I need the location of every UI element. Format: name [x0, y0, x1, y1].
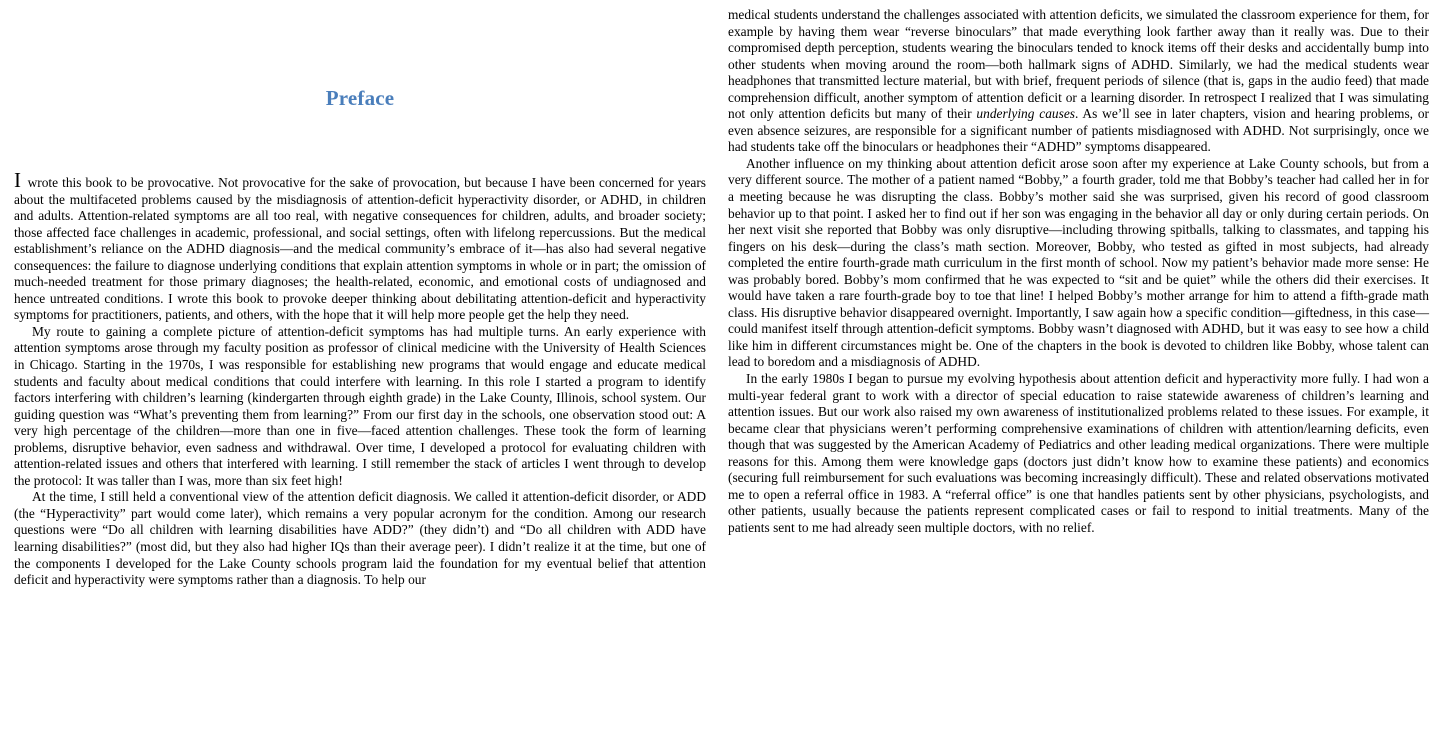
paragraph-5-text: Another influence on my thinking about attention deficit arose soon after my experience at Lake County schools, but from a very different source. The mother of a patient named “Bobby,” a fourth grader, told me that Bobby’s teacher had called her in for a meeting because he was disrupting the class. Bobby’s mother said she was surprised, given his record of good classroom behavior up to that point. I asked her to find out if her son was engaging in the behavior all day or only during certain periods. On her next visit she reported that Bobby was only disruptive—including throwing spitballs, talking to classmates, and tapping his fingers on his desk—during the class’s math section. Moreover, Bobby, who tested as gifted in most subjects, had already completed the entire fourth-grade math curriculum in the first month of school. Now my patient’s behavior made more sense: He was probably bored. Bobby’s mom confirmed that he was expected to “sit and be quiet” while the others did their exercises. It would have taken a rare fourth-grade boy to toe that line! I helped Bobby’s mother arrange for him to attend a fifth-grade math class. His disruptive behavior disappeared overnight. Importantly, I saw again how a specific condition—giftedness, in this case—could manifest itself through attention-deficit symptoms. Bobby wasn’t diagnosed with ADHD, but it was easy to see how a child like him in different circumstances might be. One of the chapters in the book is devoted to children like Bobby, whose talent can lead to boredom and a misdiagnosis of ADHD.	[728, 155, 1429, 370]
paragraph-5	[728, 156, 1429, 371]
paragraph-6-text: In the early 1980s I began to pursue my evolving hypothesis about attention deficit and hyperactivity more fully. I had won a multi-year federal grant to work with a director of special education to raise statewide awareness of children’s learning and attention issues. But our work also raised my own awareness of institutionalized problems related to these issues. For example, it became clear that physicians weren’t performing comprehensive examinations of children with attention/learning deficits, even though that was suggested by the American Academy of Pediatrics and other leading medical organizations. There were multiple reasons for this. Among them were knowledge gaps (doctors just didn’t know how to examine these patients) and economics (securing full reimbursement for such evaluations was becoming increasingly difficult). These and related observations motivated me to open a referral office in 1983. A “referral office” is one that handles patients sent by other physicians, psychologists, and other patients, usually because the patients represent complicated cases or fail to respond to initial treatments. Many of the patients sent to me had already seen multiple doctors, with no relief.	[728, 371, 1429, 535]
paragraph-1	[14, 168, 706, 324]
paragraph-6	[728, 371, 1429, 536]
left-page-body	[14, 111, 706, 589]
page-title: Preface	[325, 86, 395, 110]
paragraph-2	[14, 324, 706, 489]
paragraph-4-text-part-2: . As we’ll see in later chapters, vision and hearing problems, or even absence seizures, are responsible for a significant number of patients misdiagnosed with ADHD. Not surprisingly, once we had students take off the binoculars or headphones their “ADHD” symptoms disappeared.	[728, 106, 1429, 155]
paragraph-1-text: wrote this book to be provocative. Not provocative for the sake of provocation, but because I have been concerned for years about the multifaceted problems caused by the misdiagnosis of attention-deficit hyperactivity disorder, or ADHD, in children and adults. Attention-related symptoms are all too real, with negative consequences for children, adults, and broader society; those affected face challenges in academic, professional, and social settings, often with lifelong repercussions. But the medical establishment’s reliance on the ADHD diagnosis—and the medical community’s embrace of it—has also had several negative consequences: the failure to diagnose underlying conditions that explain attention symptoms in whole or in part; the omission of much-needed treatment for those primary diagnoses; the health-related, economic, and emotional costs of undiagnosed and hence untreated conditions. I wrote this book to provoke deeper thinking about debilitating attention-deficit and hyperactivity symptoms for practitioners, patients, and others, with the hope that it will help more people get the help they need.	[14, 175, 706, 323]
drop-cap: I	[14, 168, 22, 192]
paragraph-4	[728, 7, 1429, 156]
paragraph-2-text: My route to gaining a complete picture of attention-deficit symptoms has had multiple turns. An early experience with attention symptoms arose through my faculty position as professor of clinical medicine with the University of Health Sciences in Chicago. Starting in the 1970s, I was responsible for establishing new programs that would engage and educate medical students and faculty about medical conditions that could interfere with learning. In this role I started a program to identify factors interfering with children’s learning (kindergarten through eighth grade) in the Lake County, Illinois, school system. Our guiding question was “What’s preventing them from learning?” From our first day in the schools, one observation stood out: A very high percentage of the children—more than one in five—faced attention challenges. These took the form of learning problems, disruptive behavior, even sadness and withdrawal. Over time, I developed a protocol for evaluating children with attention-related issues and others that interfered with learning. I still remember the stack of articles I went through to develop the protocol: It was taller than I was, more than six feet high!	[14, 323, 706, 488]
left-page	[0, 0, 722, 729]
right-page-body	[728, 0, 1429, 537]
paragraph-3	[14, 489, 706, 588]
paragraph-4-text-part-1: medical students understand the challenges associated with attention deficits, we simulated the classroom experience for them, for example by having them wear “reverse binoculars” that made everything look farther away than it really was. Due to their compromised depth perception, students wearing the binoculars tended to knock items off their desks and accidentally bump into other students when moving around the room—both hallmark signs of ADHD. Similarly, we had the medical students wear headphones that transmitted lecture material, but with brief, frequent periods of silence (that is, gaps in the audio feed) that made comprehension difficult, another symptom of attention deficit or a learning disorder. In retrospect I realized that I was simulating not only attention deficits but many of their	[728, 7, 1429, 122]
paragraph-3-text: At the time, I still held a conventional view of the attention deficit diagnosis. We called it attention-deficit disorder, or ADD (the “Hyperactivity” part would come later), which remains a very popular acronym for the condition. Among our research questions were “Do all children with learning disabilities have ADD?” (they didn’t) and “Do all children with ADD have learning disabilities?” (most did, but they also had higher IQs than their average peer). I didn’t realize it at the time, but one of the components I developed for the Lake County schools program laid the foundation for my eventual belief that attention deficit and hyperactivity were symptoms rather than a diagnosis. To help our	[14, 489, 706, 588]
right-page	[722, 0, 1445, 729]
paragraph-4-emphasis: underlying causes	[976, 106, 1075, 122]
